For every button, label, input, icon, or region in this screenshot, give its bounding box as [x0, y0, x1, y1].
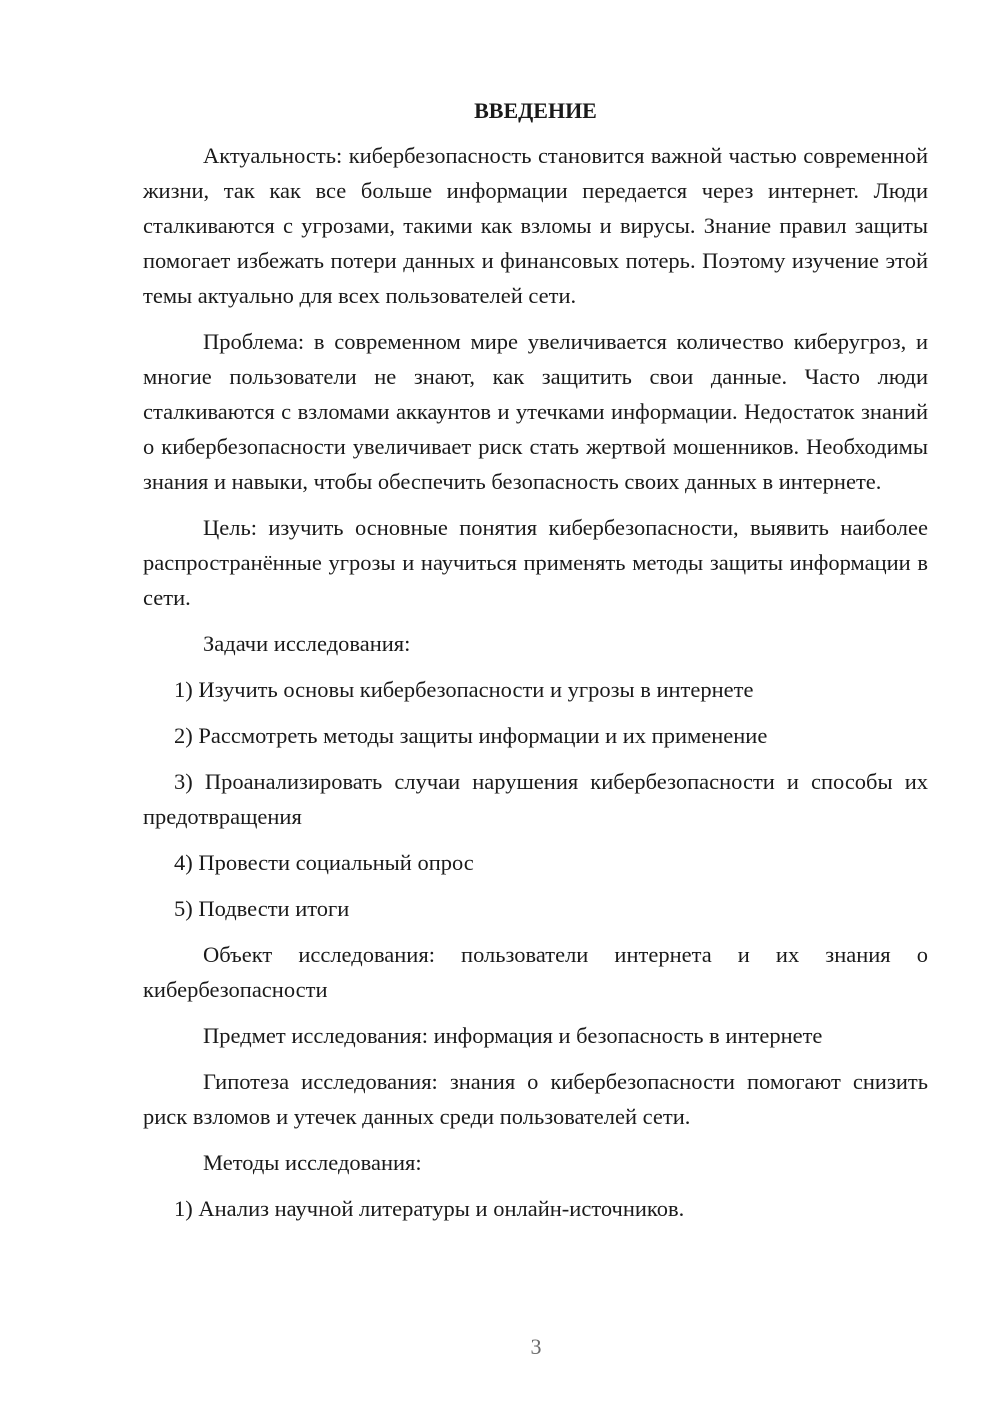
- research-object: Объект исследования: пользователи интернета и их знания о кибербезопасности: [143, 942, 928, 1002]
- paragraph-relevance: Актуальность: кибербезопасность становится важной частью современной жизни, так как все больше информации передается через интернет. Люди сталкиваются с угрозами, такими как взломы и вирусы. Знание правил защиты помогает избежать потери данных и финансовых потерь. Поэтому изучение этой темы актуально для всех пользователей сети.: [143, 143, 928, 308]
- page-content: [143, 96, 928, 1237]
- method-item-1: 1) Анализ научной литературы и онлайн-источников.: [174, 1196, 685, 1221]
- task-item-5: 5) Подвести итоги: [174, 896, 350, 921]
- section-title: ВВЕДЕНИЕ: [474, 98, 597, 123]
- methods-heading: Методы исследования:: [203, 1150, 422, 1175]
- task-item-3: 3) Проанализировать случаи нарушения кибербезопасности и способы их предотвращения: [143, 769, 928, 829]
- task-item-4: 4) Провести социальный опрос: [174, 850, 474, 875]
- tasks-heading: Задачи исследования:: [203, 631, 411, 656]
- research-subject: Предмет исследования: информация и безопасность в интернете: [203, 1023, 823, 1048]
- task-item-1: 1) Изучить основы кибербезопасности и угрозы в интернете: [174, 677, 754, 702]
- paragraph-problem: Проблема: в современном мире увеличивается количество киберугроз, и многие пользователи не знают, как защитить свои данные. Часто люди сталкиваются с взломами аккаунтов и утечками информации. Недостаток знаний о кибербезопасности увеличивает риск стать жертвой мошенников. Необходимы знания и навыки, чтобы обеспечить безопасность своих данных в интернете.: [143, 329, 928, 494]
- paragraph-goal: Цель: изучить основные понятия кибербезопасности, выявить наиболее распространённые угрозы и научиться применять методы защиты информации в сети.: [143, 515, 928, 610]
- task-item-2: 2) Рассмотреть методы защиты информации и их применение: [174, 723, 768, 748]
- page-number: 3: [530, 1334, 542, 1359]
- research-hypothesis: Гипотеза исследования: знания о кибербезопасности помогают снизить риск взломов и утечек данных среди пользователей сети.: [143, 1069, 928, 1129]
